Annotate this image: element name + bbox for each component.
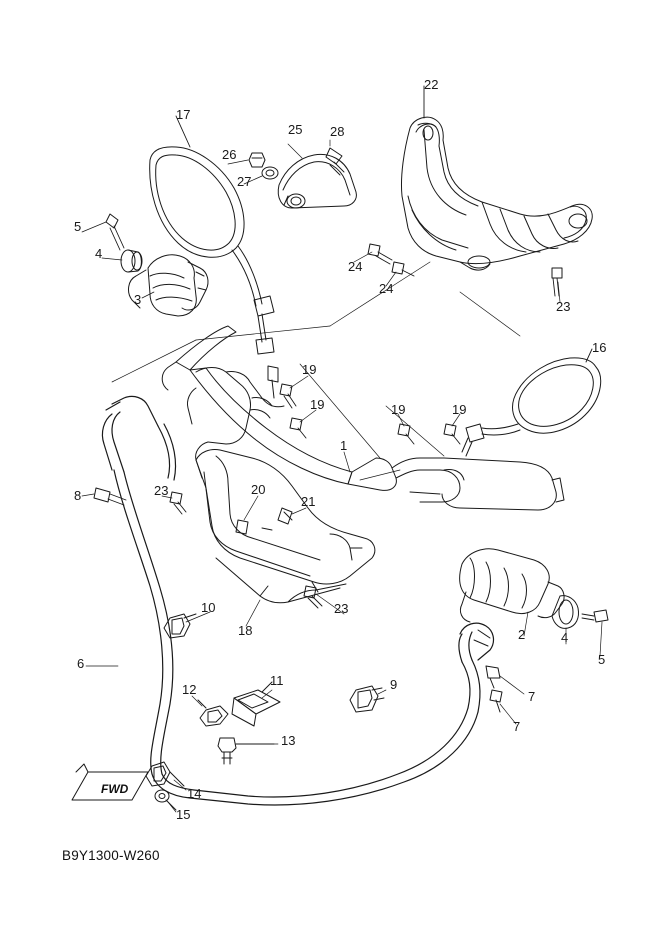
callout-11: 11 [270, 673, 284, 688]
callout-20: 20 [251, 482, 266, 497]
part-18-lower-handlebar-cover [196, 449, 375, 602]
part-12-clip [198, 700, 228, 726]
callout-6: 6 [77, 656, 85, 671]
part-11-bracket [232, 682, 280, 726]
fwd-label: FWD [101, 782, 129, 796]
part-23-left-screw [170, 492, 186, 514]
part-7-clamps [486, 666, 502, 712]
callout-24-a: 24 [348, 259, 363, 274]
callout-18: 18 [238, 623, 253, 638]
callout-22: 22 [424, 77, 439, 92]
part-16-right-mirror [462, 349, 601, 456]
callout-9: 9 [390, 677, 398, 692]
part-24-screws [368, 244, 414, 276]
part-5-right-end-bolt [582, 610, 608, 622]
part-27-washer [262, 167, 278, 179]
part-1-handlebar [162, 326, 564, 510]
callout-25: 25 [288, 122, 303, 137]
callout-5-left: 5 [74, 219, 82, 234]
callout-19-d: 19 [452, 402, 467, 417]
callout-7-a: 7 [528, 689, 536, 704]
callout-4-right: 4 [561, 630, 569, 645]
callout-17: 17 [176, 107, 191, 122]
callout-13: 13 [281, 733, 296, 748]
part-9-clamp [350, 686, 384, 712]
part-2-right-grip [460, 549, 564, 622]
callout-24-b: 24 [379, 281, 394, 296]
callout-28: 28 [330, 124, 345, 139]
callout-19-c: 19 [391, 402, 406, 417]
callout-7-b: 7 [513, 719, 521, 734]
part-23-screw-upper [552, 268, 562, 296]
callout-3: 3 [134, 292, 142, 307]
callout-27: 27 [237, 174, 252, 189]
callout-4-left: 4 [95, 246, 103, 261]
part-22-upper-handlebar-cover [401, 86, 592, 270]
callout-15: 15 [176, 807, 191, 822]
callout-1: 1 [340, 438, 348, 453]
callout-16: 16 [592, 340, 607, 355]
part-26-nut [249, 153, 265, 167]
part-15-washer [155, 790, 176, 810]
callout-5-right: 5 [598, 652, 606, 667]
callout-2: 2 [518, 627, 526, 642]
leader-lines [82, 140, 602, 812]
part-code-label: B9Y1300-W260 [62, 848, 160, 863]
callout-12: 12 [182, 682, 197, 697]
callout-10: 10 [201, 600, 216, 615]
callout-19-a: 19 [302, 362, 317, 377]
part-17-left-mirror [150, 116, 274, 354]
part-25-meter-cover [278, 154, 356, 208]
callout-14: 14 [187, 786, 202, 801]
part-4-left-collar [121, 250, 142, 272]
part-13-bolt [218, 738, 274, 764]
callout-23-upper: 23 [556, 299, 571, 314]
part-5-left-end-bolt [106, 214, 124, 250]
callout-26: 26 [222, 147, 237, 162]
part-19-screws [280, 384, 460, 444]
callout-19-b: 19 [310, 397, 325, 412]
callout-23-left: 23 [154, 483, 169, 498]
callout-21: 21 [301, 494, 316, 509]
callout-23-cover: 23 [334, 601, 349, 616]
callout-8: 8 [74, 488, 82, 503]
